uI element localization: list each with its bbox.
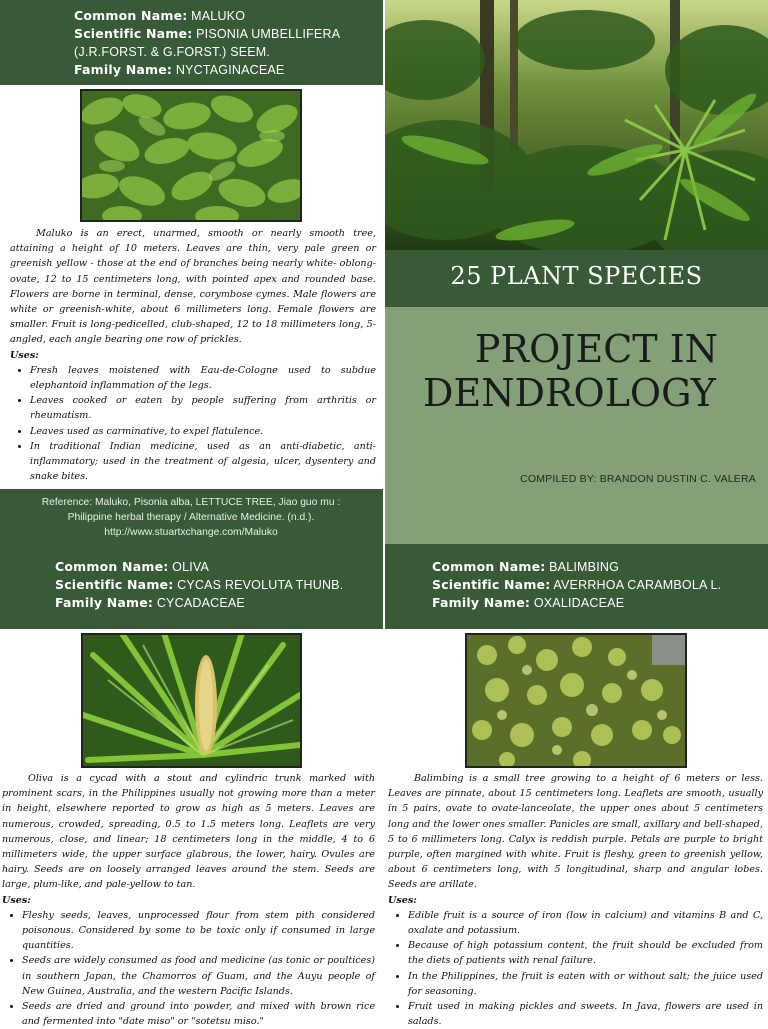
list-item: • In traditional Indian medicine, used as an anti-diabetic, anti-inflammatory; used in the treatment of algesia, ulcer, dysentery and snake bites. — [30, 439, 376, 485]
oliva-uses-list — [2, 908, 375, 1029]
list-item: • Fruit used in making pickles and sweets. In Java, flowers are used in salads. — [408, 999, 763, 1029]
family-name-label: Family Name: — [55, 595, 154, 610]
maluko-scientific-name: PISONIA UMBELLIFERA — [196, 27, 341, 41]
cover-title-panel — [385, 307, 768, 544]
list-item: • Fresh leaves moistened with Eau-de-Cologne used to subdue elephantoid inflammation of the legs. — [30, 363, 376, 393]
common-name-label: Common Name: — [55, 559, 169, 574]
maluko-description-block — [10, 226, 376, 484]
balimbing-scientific-name: AVERRHOA CARAMBOLA L. — [553, 578, 722, 592]
cover-subtitle-band — [385, 250, 768, 307]
scientific-name-label: Scientific Name: — [55, 577, 174, 592]
maluko-common-name: MALUKO — [191, 9, 246, 23]
maluko-scientific-name-authors: (J.R.FORST. & G.FORST.) SEEM. — [74, 45, 271, 59]
maluko-photo — [80, 89, 302, 222]
list-item: • Edible fruit is a source of iron (low in calcium) and vitamins B and C, oxalate and potassium. — [408, 908, 763, 938]
balimbing-description: Balimbing is a small tree growing to a height of 6 meters or less. Leaves are pinnate, about 15 centimeters long. Leaflets are smooth, usually in 5 pairs, ovate to ovate-lanceolate, the upper ones about 5 centimeters long and the lower ones smaller. Panicles are small, axillary and bell-shaped, 5 to 6 millimeters long. Calyx is reddish purple. Petals are purple to bright purple, often margined with white. Fruit is fleshy, green to greenish yellow, about 6 centimeters long, with 5 longitudinal, sharp and angular lobes. Seeds are arillate. — [388, 773, 763, 891]
balimbing-uses-label: Uses: — [388, 894, 417, 906]
family-name-label: Family Name: — [74, 62, 173, 77]
family-name-label: Family Name: — [432, 595, 531, 610]
scientific-name-label: Scientific Name: — [74, 26, 193, 41]
list-item: • Seeds are dried and ground into powder, and mixed with brown rice and fermented into "date miso" or "sotetsu miso." — [22, 999, 375, 1029]
oliva-family-name: CYCADACEAE — [156, 596, 245, 610]
balimbing-uses-list — [388, 908, 763, 1029]
balimbing-photo — [465, 633, 687, 768]
balimbing-common-name: BALIMBING — [549, 560, 620, 574]
cover-compiled-by: COMPILED BY: BRANDON DUSTIN C. VALERA — [520, 473, 756, 485]
list-item: • Leaves cooked or eaten by people suffering from arthritis or rheumatism. — [30, 393, 376, 423]
maluko-description: Maluko is an erect, unarmed, smooth or nearly smooth tree, attaining a height of 10 meters. Leaves are thin, very pale green or greenish yellow - those at the end of branches being nearly white- oblong-ovate, 12 to 15 centimeters long, with pointed apex and rounded base. Flowers are borne in terminal, dense, corymbose cymes. Male flowers are white or greenish-white, about 6 millimeters long. Female flowers are smaller. Fruit is long-pedicelled, club-shaped, 12 to 18 millimeters long, 5-angled, each angle bearing one row of prickles. — [10, 228, 376, 346]
list-item: • In the Philippines, the fruit is eaten with or without salt; the juice used for seasoning. — [408, 969, 763, 999]
balimbing-description-block — [388, 771, 763, 1029]
cover-title-line1: PROJECT IN — [474, 327, 718, 371]
list-item: • Fleshy seeds, leaves, unprocessed flour from stem pith considered poisonous. Considered by some to be toxic only if consumed in large quantities. — [22, 908, 375, 954]
maluko-header — [0, 0, 383, 85]
oliva-scientific-name: CYCAS REVOLUTA THUNB. — [177, 578, 344, 592]
forest-image — [385, 0, 768, 250]
maluko-reference: Reference: Maluko, Pisonia alba, LETTUCE TREE, Jiao guo mu : Philippine herbal therapy / Alternative Medicine. (n.d.). http://www.stuartxchange.com/Maluko — [41, 497, 341, 538]
cycad-image — [83, 635, 300, 766]
oliva-description: Oliva is a cycad with a stout and cylindric trunk marked with prominent scars, in the Philippines usually not growing more than a meter in height, elsewhere reported to grow as high as 5 meters. Leaves are numerous, crowded, spreading, 0.5 to 1.5 meters long. Leaflets are very numerous, close, and linear; 18 centimeters long in the middle, 4 to 6 millimeters wide, the upper surface glabrous, the lower, hairy. Ovules are hairy. Seeds are on loosely arranged leaves around the stem. Seeds are large, plum-like, and pale-yellow to tan. — [2, 773, 375, 891]
cover-subtitle: 25 PLANT SPECIES — [450, 262, 703, 290]
scientific-name-label: Scientific Name: — [432, 577, 551, 592]
list-item: • Seeds are widely consumed as food and medicine (as tonic or poultices) in southern Japan, the Chamorros of Guam, and the Auyu people of New Guinea, Australia, and the western Pacific Islands. — [22, 953, 375, 999]
reference-oliva-band — [0, 489, 383, 629]
oliva-description-block — [2, 771, 375, 1029]
cover-forest-photo — [385, 0, 768, 250]
oliva-photo — [81, 633, 302, 768]
common-name-label: Common Name: — [74, 8, 188, 23]
maluko-uses-label: Uses: — [10, 349, 39, 361]
balimbing-family-name: OXALIDACEAE — [533, 596, 625, 610]
maluko-leaves-image — [82, 91, 300, 220]
maluko-family-name: NYCTAGINACEAE — [175, 63, 285, 77]
common-name-label: Common Name: — [432, 559, 546, 574]
oliva-uses-label: Uses: — [2, 894, 31, 906]
balimbing-header — [385, 544, 768, 629]
maluko-uses-list — [10, 363, 376, 485]
list-item: • Leaves used as carminative, to expel flatulence. — [30, 424, 376, 439]
list-item: • Because of high potassium content, the fruit should be excluded from the diets of patients with renal failure. — [408, 938, 763, 968]
oliva-common-name: OLIVA — [172, 560, 210, 574]
cover-title-line2: DENDROLOGY — [423, 371, 716, 415]
balimbing-tree-image — [467, 635, 685, 766]
